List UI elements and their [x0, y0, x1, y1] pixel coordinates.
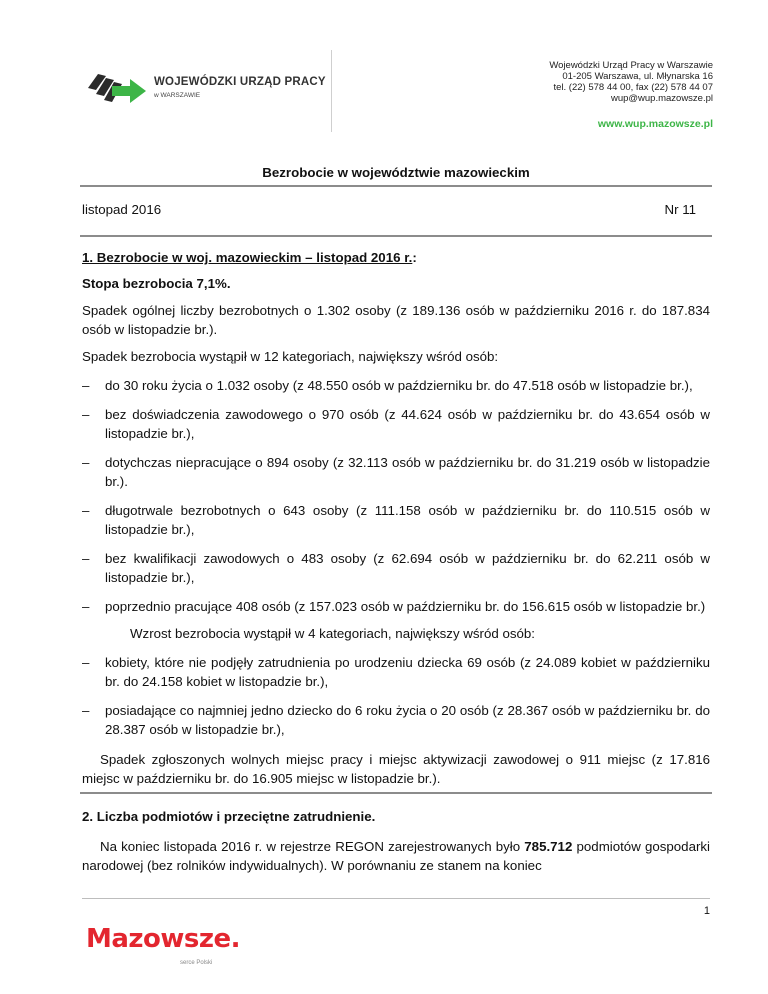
header-divider	[331, 50, 332, 132]
mazowsze-brand: Mazowsze.	[86, 924, 241, 954]
contact-line: Wojewódzki Urząd Pracy w Warszawie	[549, 60, 713, 71]
document-meta	[82, 187, 710, 235]
increase-list	[82, 653, 710, 739]
list-item: – bez kwalifikacji zawodowych o 483 osoby (z 62.694 osób w październiku br. do 62.211 osób w listopadzie br.),	[82, 549, 710, 587]
contact-block	[549, 60, 713, 104]
letterhead	[0, 0, 768, 140]
paragraph: Spadek zgłoszonych wolnych miejsc pracy i miejsc aktywizacji zawodowej o 911 miejsc (z 17.816 miejsc w październiku br. do 16.905 miejsc w listopadzie br.).	[82, 752, 710, 786]
decrease-list	[82, 376, 710, 616]
section1-title-suffix: :	[412, 250, 417, 265]
section1-title: 1. Bezrobocie w woj. mazowieckim – listopad 2016 r.	[82, 250, 413, 265]
meta-rule	[80, 235, 712, 237]
contact-email[interactable]: wup@wup.mazowsze.pl	[610, 93, 713, 104]
document-title: Bezrobocie w województwie mazowieckim	[262, 165, 530, 180]
document-date: listopad 2016	[82, 202, 162, 217]
paragraph: Wzrost bezrobocia wystąpił w 4 kategoriach, największy wśród osób:	[130, 626, 535, 641]
list-item: – bez doświadczenia zawodowego o 970 osób (z 44.624 osób w październiku br. do 43.654 osób w listopadzie br.),	[82, 405, 710, 443]
contact-line: tel. (22) 578 44 00, fax (22) 578 44 07	[553, 82, 713, 93]
section-rule	[80, 792, 712, 794]
list-item: – długotrwale bezrobotnych o 643 osoby (z 111.158 osób w październiku br. do 110.515 osób w listopadzie br.),	[82, 501, 710, 539]
regon-count: 785.712	[524, 839, 573, 854]
document-number: Nr 11	[664, 202, 696, 217]
unemployment-rate: Stopa bezrobocia 7,1%.	[82, 276, 231, 291]
paragraph-text: Na koniec listopada 2016 r. w rejestrze REGON zarejestrowanych było	[100, 839, 525, 854]
contact-line: 01-205 Warszawa, ul. Młynarska 16	[562, 71, 713, 82]
wup-logo-icon	[86, 70, 150, 110]
list-item: – posiadające co najmniej jedno dziecko do 6 roku życia o 20 osób (z 28.367 osób w październiku br. do 28.387 osób w listopadzie br.),	[82, 701, 710, 739]
section2-title: 2. Liczba podmiotów i przeciętne zatrudnienie.	[82, 809, 376, 824]
list-item: – do 30 roku życia o 1.032 osoby (z 48.550 osób w październiku br. do 47.518 osób w listopadzie br.),	[82, 376, 710, 395]
paragraph: Spadek ogólnej liczby bezrobotnych o 1.302 osoby (z 189.136 osób w październiku 2016 r. do 187.834 osób w listopadzie br.).	[82, 303, 710, 337]
page-number: 1	[703, 905, 710, 917]
paragraph: Spadek bezrobocia wystąpił w 12 kategoriach, największy wśród osób:	[82, 349, 499, 364]
list-item: – dotychczas niepracujące o 894 osoby (z 32.113 osób w październiku br. do 31.219 osób w listopadzie br.).	[82, 453, 710, 491]
list-item: – kobiety, które nie podjęły zatrudnienia po urodzeniu dziecka 69 osób (z 24.089 kobiet w październiku br. do 24.158 kobiet w listopadzie br.),	[82, 653, 710, 691]
section1-heading	[82, 248, 710, 267]
logo-title: WOJEWÓDZKI URZĄD PRACY	[154, 76, 326, 88]
logo-subtitle: w WARSZAWIE	[154, 92, 201, 99]
document-body	[82, 160, 710, 875]
website-link[interactable]: www.wup.mazowsze.pl	[597, 118, 713, 130]
mazowsze-tagline: serce Polski	[180, 960, 213, 966]
mazowsze-logo	[86, 924, 241, 974]
wup-logo	[86, 70, 326, 110]
list-item: – poprzednio pracujące 408 osób (z 157.023 osób w październiku br. do 156.615 osób w listopadzie br.)	[82, 597, 710, 616]
paragraph-text: podmiotów gospodarki narodowej (bez rolników indywidualnych). W porównaniu ze stanem na koniec	[82, 839, 710, 873]
paragraph	[82, 837, 710, 875]
footer-rule	[82, 898, 710, 899]
